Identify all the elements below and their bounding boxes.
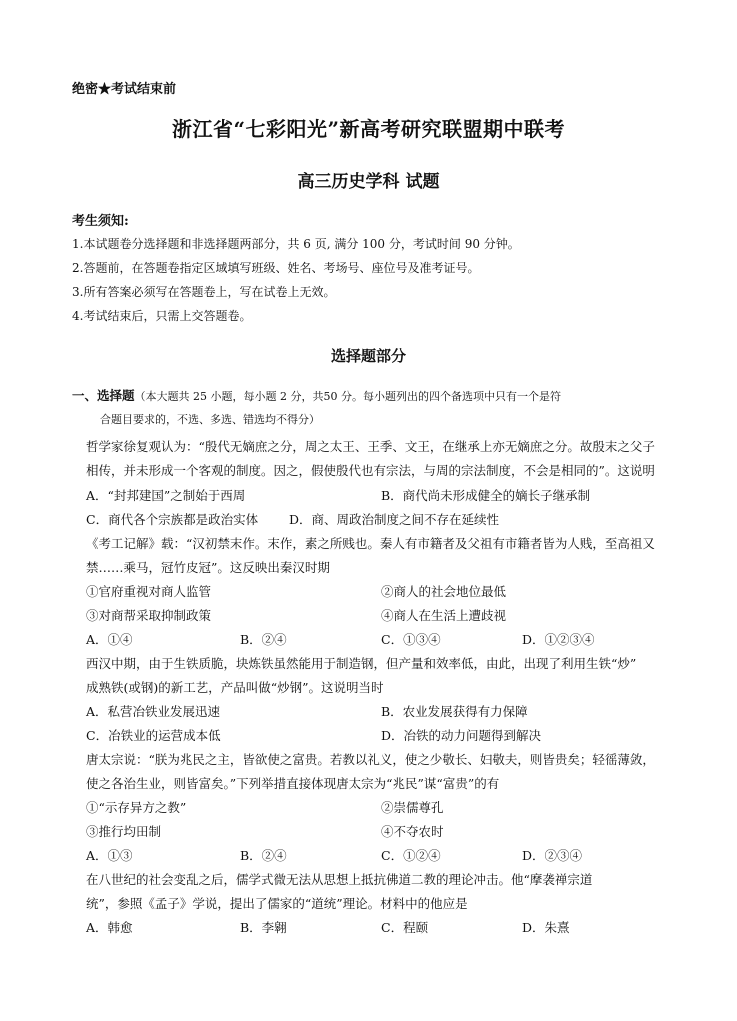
option-b: B．李翱 xyxy=(240,920,287,935)
notice-line: 4.考试结束后，只需上交答题卷。 xyxy=(72,309,252,323)
option-d: D．朱熹 xyxy=(522,920,570,935)
section-title: 选择题部分 xyxy=(330,347,406,365)
question-stem: 《考工记解》载：“汉初禁末作。末作，素之所贱也。秦人有市籍者及父祖有市籍者皆为人贱，至高祖又 xyxy=(86,536,655,551)
choice-item: ④不夺农时 xyxy=(381,824,444,839)
question-stem: 相传，并未形成一个客观的制度。因之，假使殷代也有宗法，与周的宗法制度，不会是相同的”。这说明 xyxy=(86,463,655,478)
confidential-tag: 绝密★考试结束前 xyxy=(72,82,177,97)
choice-item: ③对商帮采取抑制政策 xyxy=(86,608,212,623)
part-heading xyxy=(72,386,561,404)
option-c: C．商代各个宗族都是政治实体 xyxy=(86,512,259,527)
choice-item: ③推行均田制 xyxy=(86,824,162,839)
option-b: B．商代尚未形成健全的嫡长子继承制 xyxy=(381,488,591,503)
option-c: C．①③④ xyxy=(381,632,441,647)
option-d: D．冶铁的动力问题得到解决 xyxy=(381,728,542,743)
choice-item: ①“示存异方之教” xyxy=(86,800,187,815)
exam-title: 浙江省“七彩阳光”新高考研究联盟期中联考 xyxy=(171,117,565,141)
choice-item: ②崇儒尊孔 xyxy=(381,800,444,815)
question-stem: 哲学家徐复观认为：“殷代无嫡庶之分，周之太王、王季、文王，在继承上亦无嫡庶之分。故殷末之父子 xyxy=(86,439,655,454)
choice-item: ②商人的社会地位最低 xyxy=(381,584,507,599)
part-label: 一、选择题 xyxy=(72,388,135,403)
question-stem: 成熟铁(或钢)的新工艺，产品叫做“炒钢”。这说明当时 xyxy=(86,680,384,695)
notice-line: 1.本试题卷分选择题和非选择题两部分，共 6 页, 满分 100 分，考试时间 90 分钟。 xyxy=(72,237,520,251)
question-stem: 使之各治生业，则皆富矣。”下列举措直接体现唐太宗为“兆民”谋“富贵”的有 xyxy=(86,776,500,791)
notice-heading: 考生须知: xyxy=(72,214,129,229)
option-a: A．私营冶铁业发展迅速 xyxy=(86,704,221,719)
question-stem: 西汉中期，由于生铁质脆，块炼铁虽然能用于制造钢，但产量和效率低，由此，出现了利用生铁“炒” xyxy=(86,656,637,671)
option-b: B．农业发展获得有力保障 xyxy=(381,704,528,719)
choice-item: ①官府重视对商人监管 xyxy=(86,584,212,599)
question-stem: 禁……乘马，冠竹皮冠”。这反映出秦汉时期 xyxy=(86,560,330,575)
option-a: A．①④ xyxy=(86,632,133,647)
option-d: D．商、周政治制度之间不存在延续性 xyxy=(289,512,500,527)
option-b: B．②④ xyxy=(240,848,287,863)
choice-item: ④商人在生活上遭歧视 xyxy=(381,608,507,623)
option-c: C．①②④ xyxy=(381,848,441,863)
part-description-cont: 合题目要求的，不选、多选、错选均不得分） xyxy=(100,413,320,426)
option-b: B．②④ xyxy=(240,632,287,647)
question-stem: 统”，参照《孟子》学说，提出了儒家的“道统”理论。材料中的他应是 xyxy=(86,896,468,911)
part-description: （本大题共 25 小题，每小题 2 分，共50 分。每小题列出的四个备选项中只有一个是符 xyxy=(134,390,561,403)
question-stem: 在八世纪的社会变乱之后，儒学式微无法从思想上抵抗佛道二教的理论冲击。他“摩袭禅宗道 xyxy=(86,872,593,887)
option-a: A．“封邦建国”之制始于西周 xyxy=(86,488,246,503)
question-stem: 唐太宗说：“朕为兆民之主，皆欲使之富贵。若教以礼义，使之少敬长、妇敬夫，则皆贵矣；轻徭薄敛， xyxy=(86,752,655,767)
notice-line: 2.答题前，在答题卷指定区域填写班级、姓名、考场号、座位号及准考证号。 xyxy=(72,261,480,275)
option-c: C．程颐 xyxy=(381,920,429,935)
option-d: D．①②③④ xyxy=(522,632,595,647)
option-c: C．冶铁业的运营成本低 xyxy=(86,728,221,743)
option-d: D．②③④ xyxy=(522,848,583,863)
option-a: A．①③ xyxy=(86,848,133,863)
option-a: A．韩愈 xyxy=(86,920,133,935)
notice-line: 3.所有答案必须写在答题卷上，写在试卷上无效。 xyxy=(72,285,336,299)
exam-subtitle: 高三历史学科 试题 xyxy=(297,172,440,192)
